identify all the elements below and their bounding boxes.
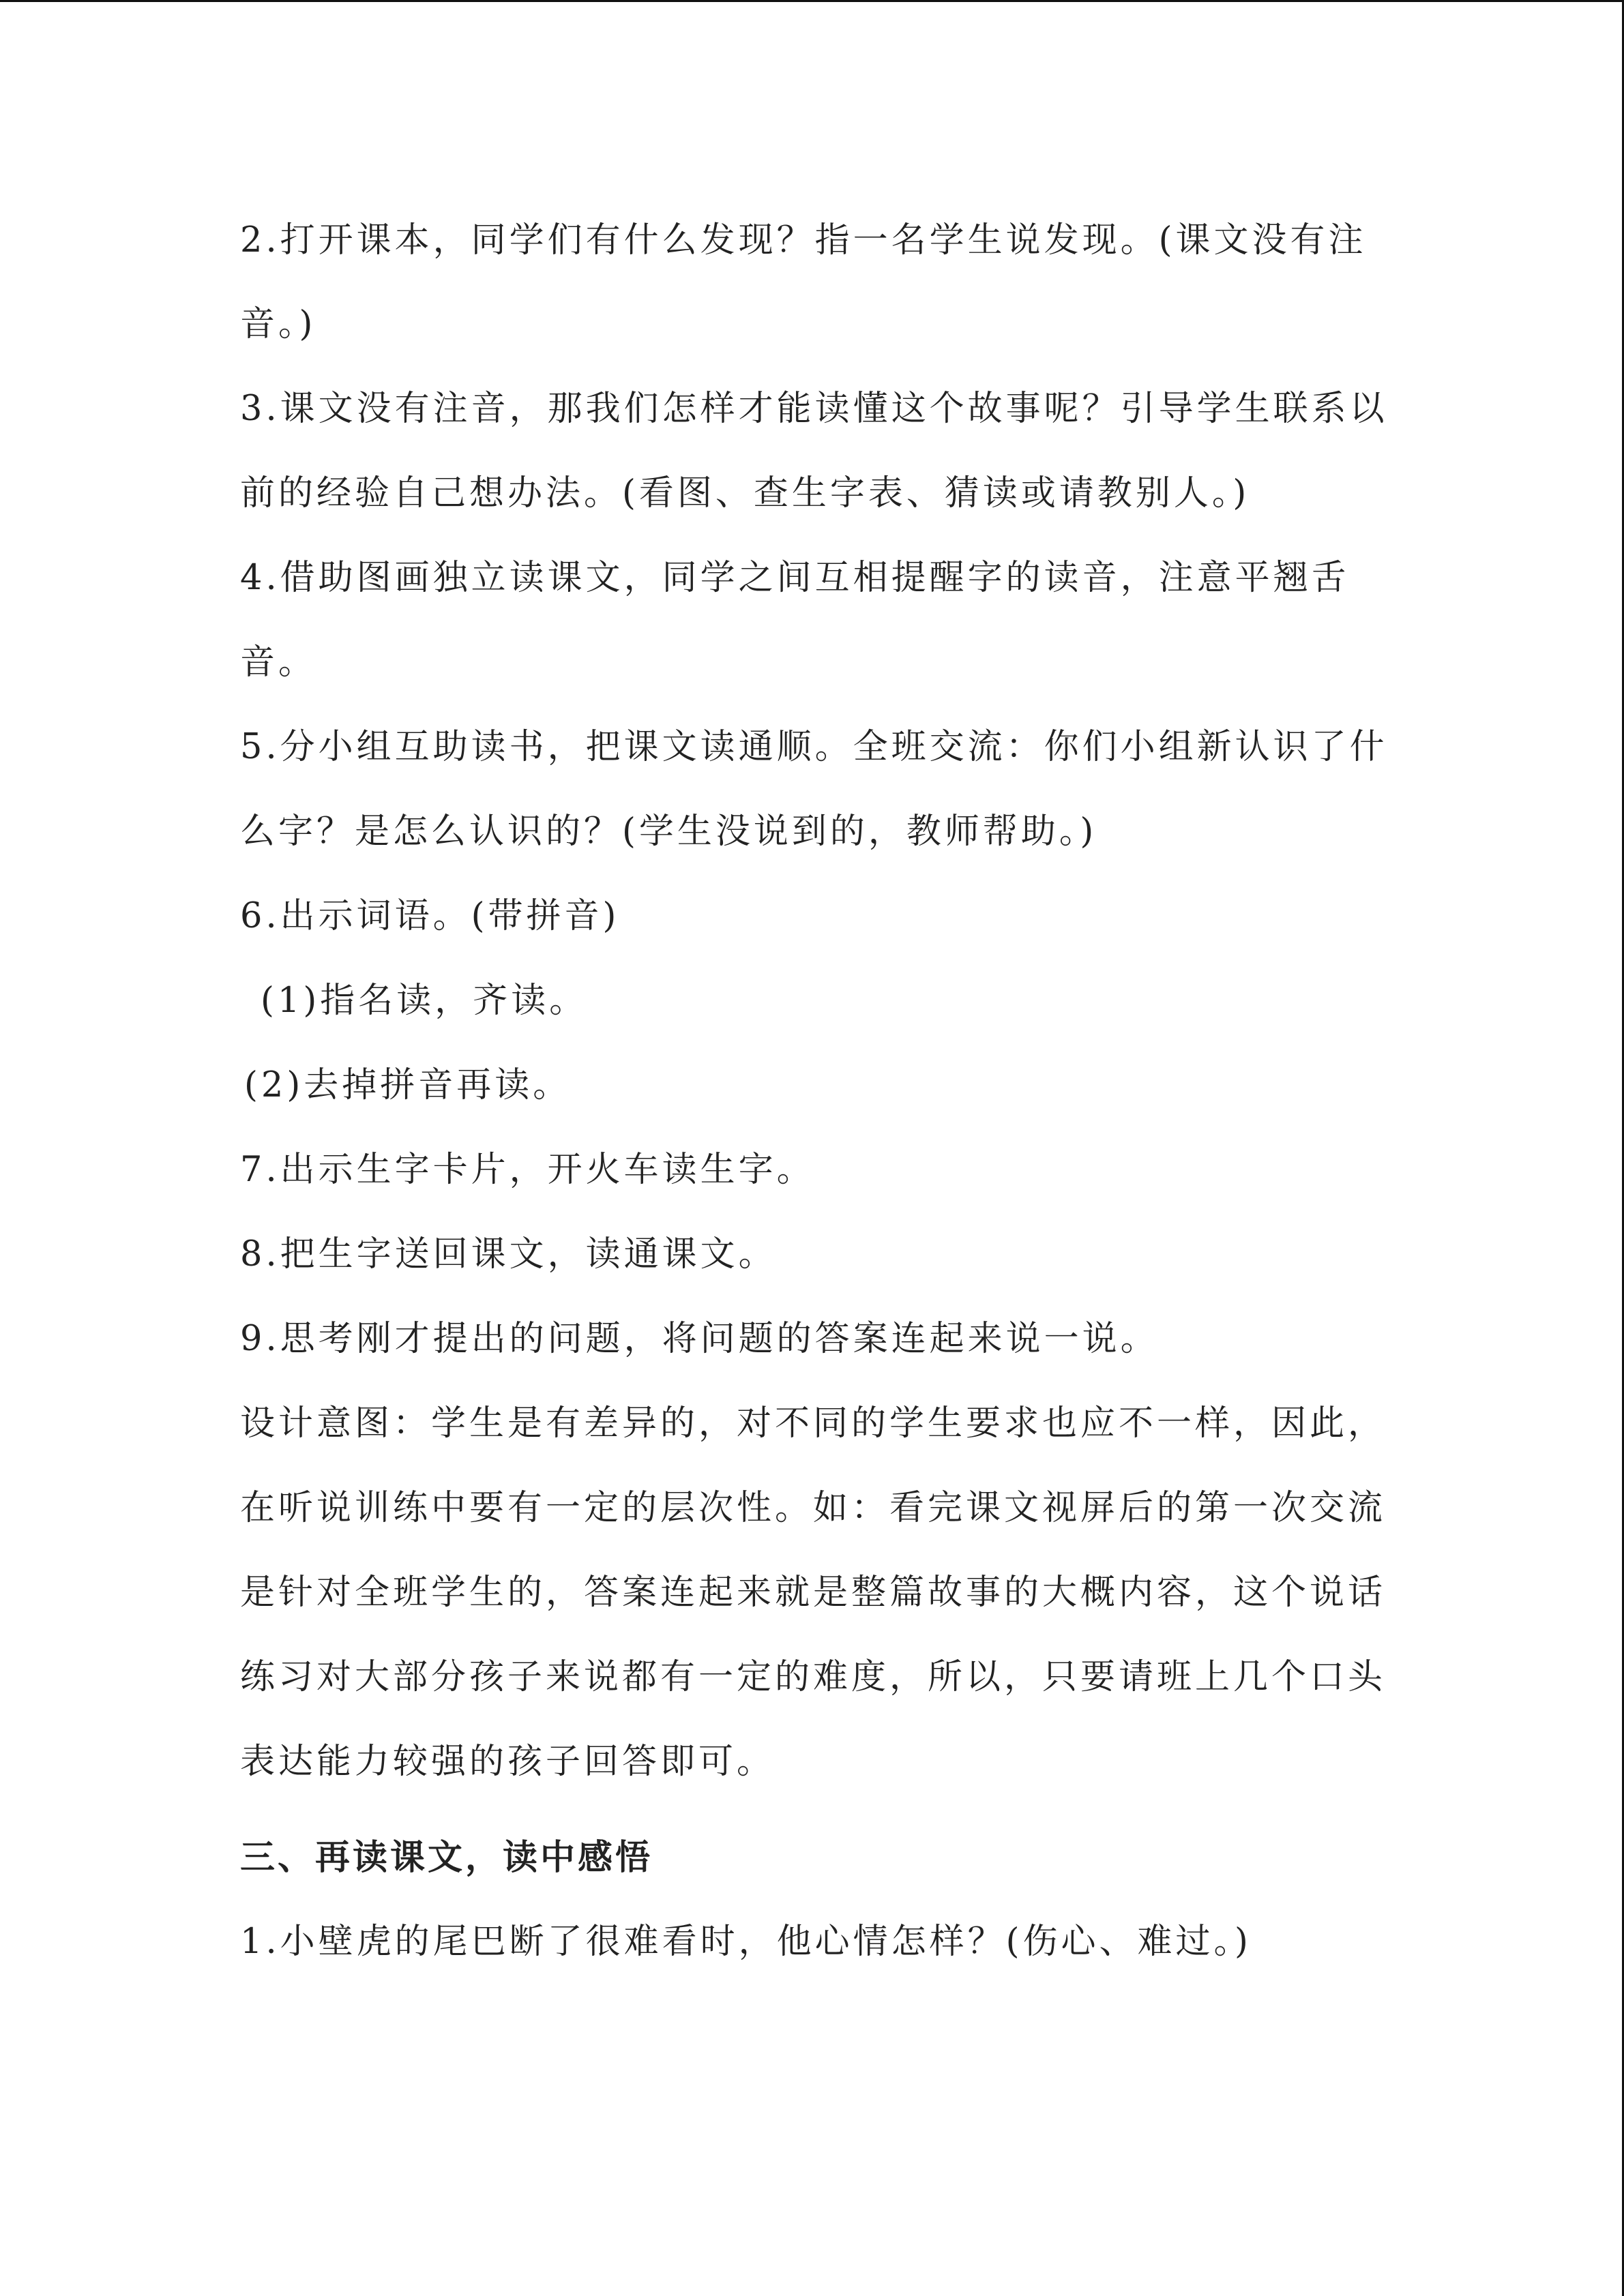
design-intent-line-5: 表达能力较强的孩子回答即可。 — [240, 1742, 776, 1782]
step-4-line-2: 音。 — [240, 642, 317, 683]
step-5-line-2: 么字？是怎么认识的？(学生没说到的，教师帮助。) — [240, 811, 1097, 852]
step-3-line-1: 3.课文没有注音，那我们怎样才能读懂这个故事呢？引导学生联系以 — [240, 389, 1388, 429]
page-top-border — [0, 0, 1624, 2]
design-intent-line-4: 练习对大部分孩子来说都有一定的难度，所以，只要请班上几个口头 — [240, 1657, 1387, 1697]
substep-2-line: (2)去掉拼音再读。 — [244, 1065, 572, 1105]
step-7-line: 7.出示生字卡片，开火车读生字。 — [240, 1150, 815, 1190]
step-6-line: 6.出示词语。(带拼音) — [240, 896, 620, 936]
step-2-line-1: 2.打开课本，同学们有什么发现？指一名学生说发现。(课文没有注 — [240, 220, 1367, 260]
design-intent-line-3: 是针对全班学生的，答案连起来就是整篇故事的大概内容，这个说话 — [240, 1572, 1387, 1613]
design-intent-line-2: 在听说训练中要有一定的层次性。如：看完课文视屏后的第一次交流 — [240, 1488, 1387, 1528]
step-2-line-2: 音。) — [240, 304, 316, 344]
substep-1-line: (1)指名读，齐读。 — [261, 981, 588, 1021]
design-intent-line-1: 设计意图：学生是有差异的，对不同的学生要求也应不一样，因此， — [240, 1403, 1387, 1444]
step-3-line-2: 前的经验自己想办法。(看图、查生字表、猜读或请教别人。) — [240, 473, 1250, 513]
step-5-line-1: 5.分小组互助读书，把课文读通顺。全班交流：你们小组新认识了什 — [240, 727, 1388, 767]
step-9-line: 9.思考刚才提出的问题，将问题的答案连起来说一说。 — [240, 1319, 1159, 1359]
step-8-line: 8.把生字送回课文，读通课文。 — [240, 1234, 777, 1274]
section-3-step-1-line: 1.小壁虎的尾巴断了很难看时，他心情怎样？(伤心、难过。) — [240, 1922, 1252, 1962]
step-4-line-1: 4.借助图画独立读课文，同学之间互相提醒字的读音，注意平翘舌 — [240, 558, 1350, 598]
section-heading: 三、再读课文，读中感悟 — [240, 1837, 653, 1878]
